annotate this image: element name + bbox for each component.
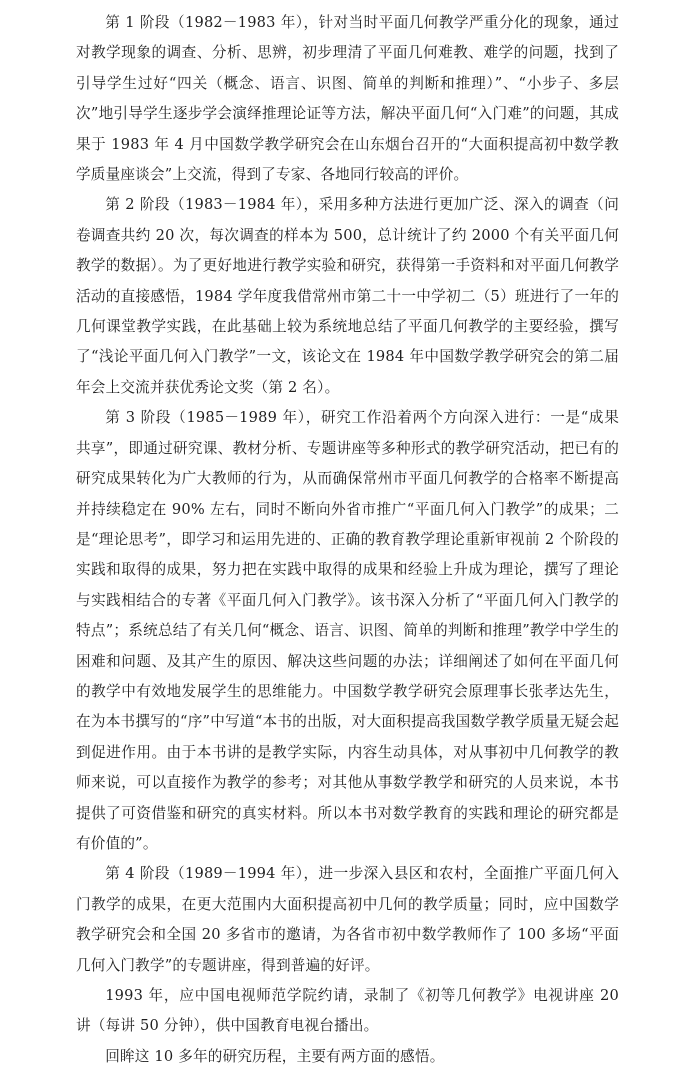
paragraph-stage-4: 第 4 阶段（1989－1994 年），进一步深入县区和农村，全面推广平面几何入门教学的成果，在更大范围内大面积提高初中几何的教学质量；同时，应中国数学教学研究会和全国 20 多省市的邀请，为各省市初中数学教师作了 100 多场“平面几何入门教学”的专题讲座，得到普遍的好评。 bbox=[76, 865, 619, 974]
paragraph-stage-3: 第 3 阶段（1985－1989 年），研究工作沿着两个方向深入进行：一是“成果共享”，即通过研究课、教材分析、专题讲座等多种形式的教学研究活动，把已有的研究成果转化为广大教师的行为，从而确保常州市平面几何教学的合格率不断提高并持续稳定在 90% 左右，同时不断向外省市推广“平面几何入门教学”的成果；二是“理论思考”，即学习和运用先进的、正确的教育教学理论重新审视前 2 个阶段的实践和取得的成果，努力把在实践中取得的成果和经验上升成为理论，撰写了理论与实践相结合的专著《平面几何入门教学》。该书深入分析了“平面几何入门教学的特点”；系统总结了有关几何“概念、语言、识图、简单的判断和推理”教学中学生的困难和问题、及其产生的原因、解决这些问题的办法；详细阐述了如何在平面几何的教学中有效地发展学生的思维能力。中国数学教学研究会原理事长张孝达先生，在为本书撰写的“序”中写道“本书的出版，对大面积提高我国数学教学质量无疑会起到促进作用。由于本书讲的是教学实际，内容生动具体，对从事初中几何教学的教师来说，可以直接作为教学的参考；对其他从事数学教学和研究的人员来说，本书提供了可资借鉴和研究的真实材料。所以本书对数学教育的实践和理论的研究都是有价值的”。 bbox=[76, 409, 619, 852]
paragraph-reflection: 回眸这 10 多年的研究历程，主要有两方面的感悟。 bbox=[105, 1047, 445, 1065]
paragraph-stage-2: 第 2 阶段（1983－1984 年），采用多种方法进行更加广泛、深入的调查（问卷调查共约 20 次，每次调查的样本为 500，总计统计了约 2000 个有关平面几何教学的数据）。为了更好地进行教学实验和研究，获得第一手资料和对平面几何教学活动的直接感悟，1984 学年度我借常州市第二十一中学初二（5）班进行了一年的几何课堂教学实践，在此基础上较为系统地总结了平面几何教学的主要经验，撰写了“浅论平面几何入门教学”一文，该论文在 1984 年中国数学教学研究会的第二届年会上交流并获优秀论文奖（第 2 名）。 bbox=[76, 196, 619, 396]
paragraph-1993-tv-lectures: 1993 年，应中国电视师范学院约请，录制了《初等几何教学》电视讲座 20 讲（每讲 50 分钟），供中国教育电视台播出。 bbox=[76, 987, 619, 1035]
paragraph-stage-1: 第 1 阶段（1982－1983 年），针对当时平面几何教学严重分化的现象，通过对教学现象的调查、分析、思辨，初步理清了平面几何难教、难学的问题，找到了引导学生过好“四关（概念、语言、识图、简单的判断和推理）”、“小步子、多层次”地引导学生逐步学会演绎推理论证等方法，解决平面几何“入门难”的问题，其成果于 1983 年 4 月中国数学教学研究会在山东烟台召开的“大面积提高初中数学教学质量座谈会”上交流，得到了专家、各地同行较高的评价。 bbox=[76, 14, 619, 184]
